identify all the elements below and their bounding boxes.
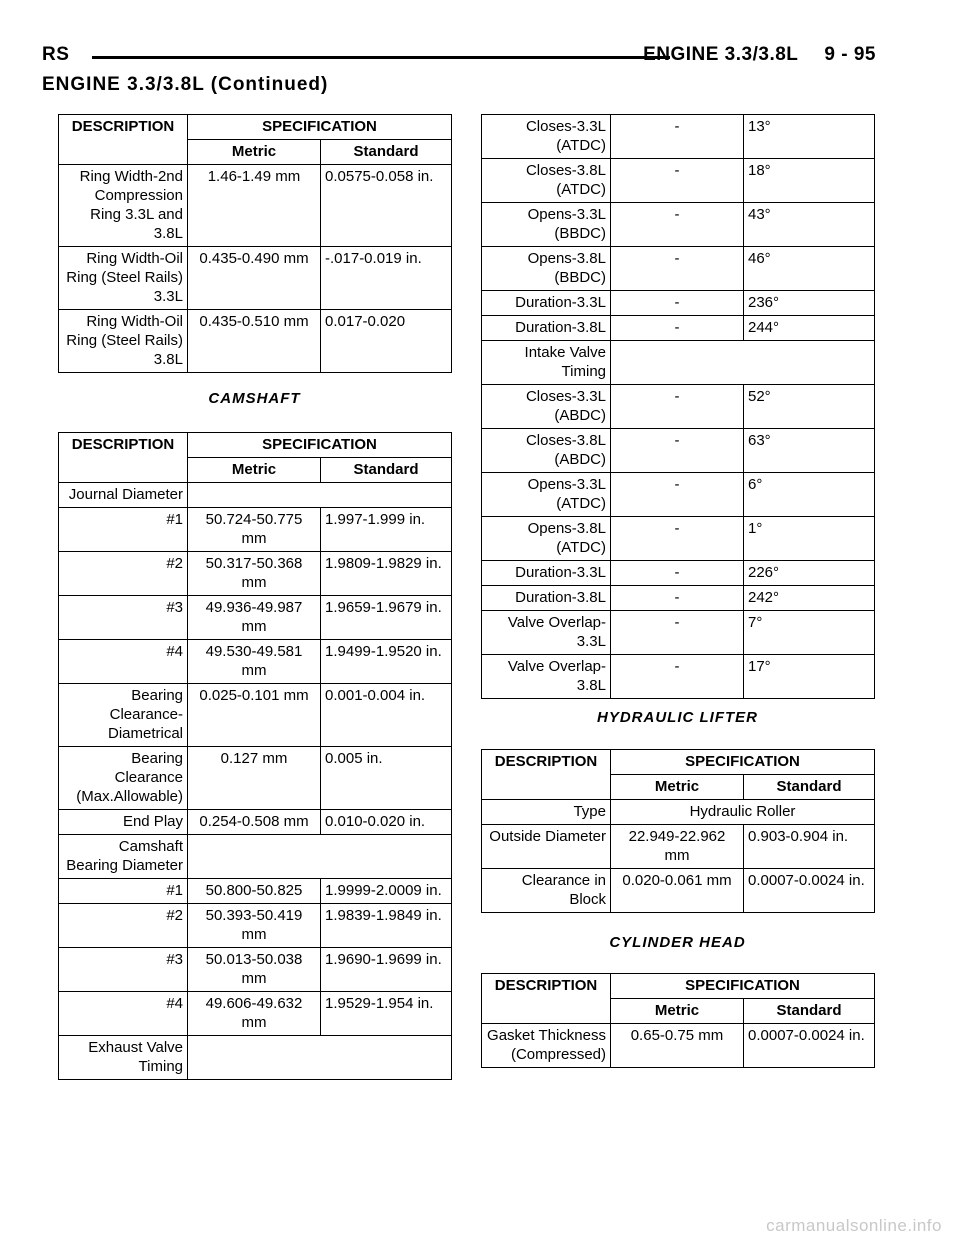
standard-cell: 0.0007-0.0024 in. [744,869,875,913]
table-row [59,483,452,508]
spec-cell [188,1036,452,1080]
metric-cell: 1.46-1.49 mm [188,165,321,247]
header-code: RS [42,44,70,65]
table-row [59,747,452,810]
standard-cell: 1.9499-1.9520 in. [321,640,452,684]
description-cell: Opens-3.3L (BBDC) [482,203,611,247]
description-cell: Opens-3.8L (BBDC) [482,247,611,291]
metric-cell: - [611,385,744,429]
standard-cell: 46° [744,247,875,291]
table-header-row [482,974,875,999]
table-row [59,640,452,684]
table-row [59,835,452,879]
metric-cell: 49.936-49.987 mm [188,596,321,640]
metric-cell: 0.65-0.75 mm [611,1024,744,1068]
description-cell: Journal Diameter [59,483,188,508]
description-cell: Opens-3.8L (ATDC) [482,517,611,561]
metric-cell: 0.020-0.061 mm [611,869,744,913]
header-title [643,44,876,66]
table-row [482,291,875,316]
table-header-row [59,433,452,458]
description-cell: Ring Width-2nd Compression Ring 3.3L and 3.8L [59,165,188,247]
spec-cell: Hydraulic Roller [611,800,875,825]
description-cell: #1 [59,508,188,552]
specification-header: SPECIFICATION [611,974,875,999]
table-row [482,586,875,611]
table-row [482,800,875,825]
table-header-row [59,115,452,140]
standard-cell: 6° [744,473,875,517]
metric-cell: - [611,159,744,203]
metric-header: Metric [611,775,744,800]
table-row [482,159,875,203]
metric-cell: 50.013-50.038 mm [188,948,321,992]
description-cell: Closes-3.3L (ATDC) [482,115,611,159]
standard-cell: 13° [744,115,875,159]
metric-cell: 50.800-50.825 [188,879,321,904]
standard-cell: 17° [744,655,875,699]
metric-header: Metric [188,458,321,483]
standard-cell: 1.9659-1.9679 in. [321,596,452,640]
hydraulic-lifter-title: HYDRAULIC LIFTER [597,709,758,726]
standard-cell: 0.005 in. [321,747,452,810]
description-cell: Clearance in Block [482,869,611,913]
watermark: carmanualsonline.info [766,1216,942,1235]
standard-cell: 1.9839-1.9849 in. [321,904,452,948]
metric-cell: 0.127 mm [188,747,321,810]
table-row [59,247,452,310]
metric-cell: - [611,291,744,316]
table-row [482,247,875,291]
description-cell: #2 [59,904,188,948]
table-row [59,596,452,640]
standard-cell: 0.0575-0.058 in. [321,165,452,247]
description-cell: Ring Width-Oil Ring (Steel Rails) 3.3L [59,247,188,310]
table-row [482,517,875,561]
standard-cell: 1.9529-1.954 in. [321,992,452,1036]
standard-cell: 7° [744,611,875,655]
description-cell: Valve Overlap- 3.3L [482,611,611,655]
ring-spec-table [58,114,452,373]
description-cell: Ring Width-Oil Ring (Steel Rails) 3.8L [59,310,188,373]
description-cell: #1 [59,879,188,904]
metric-cell: - [611,586,744,611]
table-row [59,992,452,1036]
table-row [59,552,452,596]
spec-cell [611,341,875,385]
metric-cell: 49.530-49.581 mm [188,640,321,684]
standard-cell: 43° [744,203,875,247]
metric-cell: 0.254-0.508 mm [188,810,321,835]
table-row [59,165,452,247]
table-row [59,508,452,552]
description-cell: Opens-3.3L (ATDC) [482,473,611,517]
description-cell: Type [482,800,611,825]
metric-header: Metric [611,999,744,1024]
standard-header: Standard [321,458,452,483]
cylinder-head-table [481,973,875,1068]
description-cell: End Play [59,810,188,835]
table-header-row [482,750,875,775]
description-cell: #2 [59,552,188,596]
spec-cell [188,835,452,879]
description-cell: #4 [59,640,188,684]
standard-cell: 244° [744,316,875,341]
metric-header: Metric [188,140,321,165]
metric-cell: 0.025-0.101 mm [188,684,321,747]
description-cell: #4 [59,992,188,1036]
table-row [482,561,875,586]
table-row [59,810,452,835]
description-cell: #3 [59,948,188,992]
standard-cell: 0.001-0.004 in. [321,684,452,747]
table-row [482,341,875,385]
table-row [482,655,875,699]
metric-cell: 49.606-49.632 mm [188,992,321,1036]
description-cell: Closes-3.3L (ABDC) [482,385,611,429]
table-row [59,684,452,747]
standard-cell: 18° [744,159,875,203]
standard-cell: 1.9999-2.0009 in. [321,879,452,904]
cylinder-head-title: CYLINDER HEAD [609,934,746,951]
standard-cell: 226° [744,561,875,586]
table-row [59,1036,452,1080]
metric-cell: 0.435-0.510 mm [188,310,321,373]
metric-cell: 0.435-0.490 mm [188,247,321,310]
metric-cell: - [611,473,744,517]
header-rule [92,56,670,59]
description-cell: Intake Valve Timing [482,341,611,385]
valve-timing-table [481,114,875,699]
standard-cell: 52° [744,385,875,429]
description-header: DESCRIPTION [482,750,611,800]
table-row [59,310,452,373]
spec-cell [188,483,452,508]
table-row [482,115,875,159]
metric-cell: - [611,247,744,291]
standard-header: Standard [321,140,452,165]
table-row [59,948,452,992]
table-row [482,1024,875,1068]
table-row [482,429,875,473]
description-cell: Duration-3.3L [482,291,611,316]
metric-cell: - [611,316,744,341]
camshaft-title: CAMSHAFT [208,390,301,407]
standard-cell: 1° [744,517,875,561]
standard-cell: 1.997-1.999 in. [321,508,452,552]
description-header: DESCRIPTION [59,433,188,483]
description-cell: Duration-3.8L [482,586,611,611]
description-header: DESCRIPTION [59,115,188,165]
description-cell: Bearing Clearance (Max.Allowable) [59,747,188,810]
table-row [482,825,875,869]
standard-header: Standard [744,775,875,800]
description-cell: Closes-3.8L (ABDC) [482,429,611,473]
standard-cell: 1.9690-1.9699 in. [321,948,452,992]
standard-header: Standard [744,999,875,1024]
metric-cell: - [611,611,744,655]
table-row [482,473,875,517]
metric-cell: - [611,655,744,699]
hydraulic-lifter-table [481,749,875,913]
table-row [59,879,452,904]
page-number: 9 - 95 [824,44,876,65]
metric-cell: 50.393-50.419 mm [188,904,321,948]
table-row [482,869,875,913]
specification-header: SPECIFICATION [611,750,875,775]
camshaft-spec-table [58,432,452,1080]
metric-cell: - [611,429,744,473]
metric-cell: 50.724-50.775 mm [188,508,321,552]
standard-cell: -.017-0.019 in. [321,247,452,310]
specification-header: SPECIFICATION [188,115,452,140]
metric-cell: - [611,115,744,159]
table-row [482,611,875,655]
description-cell: Camshaft Bearing Diameter [59,835,188,879]
description-cell: Duration-3.8L [482,316,611,341]
standard-cell: 0.010-0.020 in. [321,810,452,835]
standard-cell: 63° [744,429,875,473]
table-row [482,385,875,429]
table-row [482,203,875,247]
metric-cell: - [611,203,744,247]
description-cell: Duration-3.3L [482,561,611,586]
description-cell: Exhaust Valve Timing [59,1036,188,1080]
standard-cell: 0.017-0.020 [321,310,452,373]
metric-cell: - [611,561,744,586]
metric-cell: 22.949-22.962 mm [611,825,744,869]
description-cell: Outside Diameter [482,825,611,869]
description-cell: #3 [59,596,188,640]
description-cell: Closes-3.8L (ATDC) [482,159,611,203]
description-cell: Valve Overlap- 3.8L [482,655,611,699]
metric-cell: 50.317-50.368 mm [188,552,321,596]
description-header: DESCRIPTION [482,974,611,1024]
description-cell: Gasket Thickness (Compressed) [482,1024,611,1068]
specification-header: SPECIFICATION [188,433,452,458]
standard-cell: 0.903-0.904 in. [744,825,875,869]
standard-cell: 0.0007-0.0024 in. [744,1024,875,1068]
page-subtitle: ENGINE 3.3/3.8L (Continued) [42,74,329,95]
standard-cell: 236° [744,291,875,316]
metric-cell: - [611,517,744,561]
description-cell: Bearing Clearance- Diametrical [59,684,188,747]
table-row [482,316,875,341]
standard-cell: 242° [744,586,875,611]
standard-cell: 1.9809-1.9829 in. [321,552,452,596]
header-section: ENGINE 3.3/3.8L [643,44,799,65]
table-row [59,904,452,948]
